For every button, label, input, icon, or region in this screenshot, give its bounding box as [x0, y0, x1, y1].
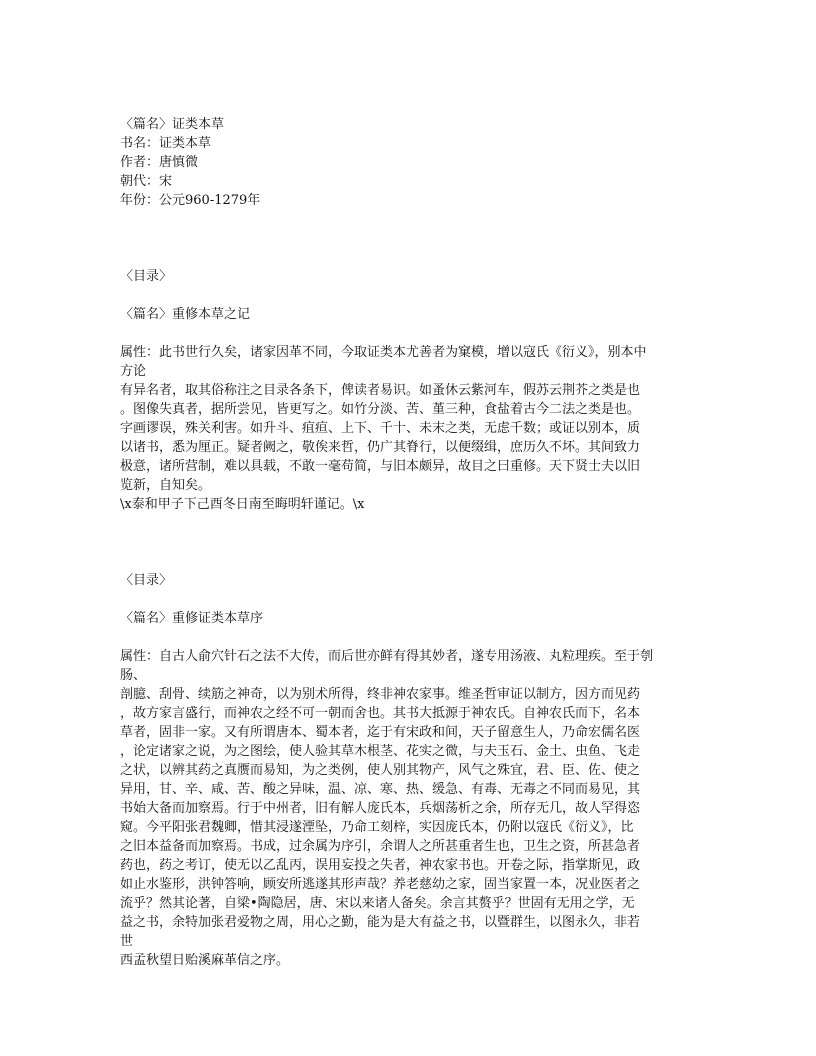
spacer	[120, 324, 702, 343]
body-line: 字画谬误，殊关利害。如升斗、疽疸、上下、千十、未末之类，无虑千数；或证以别本，质	[120, 421, 641, 436]
section-1	[120, 267, 702, 514]
body-line: 之旧本益备而加察焉。书成，过余属为序引，余谓人之所甚重者生也，卫生之资，所甚急者	[120, 839, 641, 854]
section-2	[120, 571, 702, 970]
body-line: 。图像失真者，据所尝见，皆更写之。如竹分淡、苦、堇三种，食盐着古今二法之类是也。	[120, 402, 641, 417]
body-line: 西孟秋望日贻溪麻革信之序。	[120, 953, 290, 968]
body-line: 方论	[120, 364, 147, 379]
body-line: \x泰和甲子下己酉冬日南至晦明轩谨记。\x	[120, 497, 365, 512]
spacer	[120, 210, 702, 267]
document-page	[120, 115, 702, 970]
book-year: 年份：公元960-1279年	[120, 193, 261, 208]
toc-heading: 〈目录〉	[120, 269, 173, 284]
book-title: 书名：证类本草	[120, 136, 212, 151]
body-line: 世	[120, 934, 134, 949]
body-line: 极意，诸所营制，难以具载，不敢一毫苟简，与旧本颇异，故目之曰重修。天下贤士夫以旧	[120, 459, 641, 474]
section-title: 〈篇名〉重修证类本草序	[120, 611, 264, 626]
body-line: 异用，甘、辛、咸、苦、酸之异味，温、凉、寒、热、缓急、有毒、无毒之不同而易见，其	[120, 782, 641, 797]
body-line: 书始大备而加察焉。行于中州者，旧有解人庞氏本，兵烟荡析之余，所存无几，故人罕得恣	[120, 801, 641, 816]
body-line: 属性：自古人俞穴针石之法不大传，而后世亦鲜有得其妙者，遂专用汤液、丸粒理疾。至于刳	[120, 649, 654, 664]
body-line: 剖臆、刮骨、续筋之神奇，以为别术所得，终非神农家事。维圣哲审证以制方，因方而见药	[120, 687, 641, 702]
body-line: ，故方家言盛行，而神农之经不可一朝而舍也。其书大抵源于神农氏。自神农氏而下，名本	[120, 706, 641, 721]
header-block	[120, 115, 702, 210]
body-line: 窥。今平阳张君魏卿，惜其浸遂湮坠，乃命工刻梓，实因庞氏本，仍附以寇氏《衍义》，比	[120, 820, 634, 835]
body-line: 益之书，余特加张君爱物之周，用心之勤，能为是大有益之书，以暨群生，以图永久，非若	[120, 915, 641, 930]
book-chapter-name: 〈篇名〉证类本草	[120, 117, 225, 132]
section-body	[120, 343, 702, 514]
body-line: 草者，固非一家。又有所谓唐本、蜀本者，迄于有宋政和间，天子留意生人，乃命宏儒名医	[120, 725, 641, 740]
toc-heading: 〈目录〉	[120, 573, 173, 588]
body-line: 属性：此书世行久矣，诸家因革不同，今取证类本尤善者为窠模，增以寇氏《衍义》，别本中	[120, 345, 647, 360]
body-line: 流乎？然其论著，自梁•陶隐居，唐、宋以来诸人备矣。余言其赘乎？世固有无用之学，无	[120, 896, 635, 911]
body-line: ，论定诸家之说，为之图绘，使人验其草木根茎、花实之微，与夫玉石、金土、虫鱼、飞走	[120, 744, 641, 759]
book-author: 作者：唐慎微	[120, 155, 199, 170]
spacer	[120, 286, 702, 305]
spacer	[120, 628, 702, 647]
section-body	[120, 647, 702, 970]
spacer	[120, 514, 702, 571]
book-dynasty: 朝代：宋	[120, 174, 173, 189]
section-title: 〈篇名〉重修本草之记	[120, 307, 251, 322]
body-line: 有异名者，取其俗称注之目录各条下，俾读者易识。如蚤休云紫河车，假苏云荆芥之类是也	[120, 383, 641, 398]
body-line: 肠、	[120, 668, 147, 683]
spacer	[120, 590, 702, 609]
body-line: 览新，自知矣。	[120, 478, 212, 493]
body-line: 之状，以辨其药之真赝而易知，为之类例，使人别其物产，风气之殊宜，君、臣、佐、使之	[120, 763, 641, 778]
body-line: 如止水鉴形，洪钟答响，顾安所逃遂其形声哉？养老慈幼之家，固当家置一本，况业医者之	[120, 877, 641, 892]
body-line: 药也，药之考订，使无以乙乱丙，误用妄投之失者，神农家书也。开卷之际，指掌斯见，政	[120, 858, 641, 873]
body-line: 以诸书，悉为厘正。疑者阙之，敬俟来哲，仍广其脊行，以便缀缉，庶历久不坏。其间致力	[120, 440, 641, 455]
